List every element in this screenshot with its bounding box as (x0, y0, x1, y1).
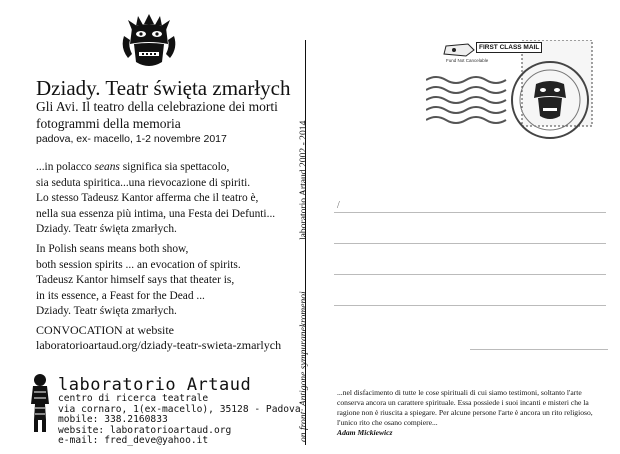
text-line: in its essence, a Feast for the Dead ... (36, 289, 205, 302)
address-line[interactable] (334, 212, 606, 213)
stamp-small-text: Fund Not Cancelable (446, 58, 489, 63)
contact-line[interactable]: website: laboratorioartaud.org (58, 424, 232, 436)
subtitle: Gli Avi. Il teatro della celebrazione dei morti (36, 99, 278, 114)
vertical-front-note: on front: Antigone sympuranekromenoi (298, 291, 309, 442)
text-line: Dziady. Teatr święta zmarłych. (36, 223, 177, 235)
text-line: sia seduta spiritica...una rievocazione di spiriti. (36, 176, 251, 189)
postmark-icon (426, 40, 606, 150)
convocation-link[interactable]: laboratorioartaud.org/dziady-teatr-swieta-zmarlych (36, 338, 282, 352)
quote (337, 388, 607, 438)
stamp-label: FIRST CLASS MAIL (476, 42, 542, 53)
text-line (36, 160, 275, 176)
contact-line: mobile: 338.2160833 (58, 414, 168, 425)
address-line[interactable] (470, 349, 608, 350)
text-line: In Polish seans means both show, (36, 243, 189, 255)
address-line[interactable] (334, 305, 606, 306)
text-line: nella sua essenza più intima, una Festa dei Defunti... (36, 207, 276, 220)
text-line: Lo stesso Tadeusz Kantor afferma che il teatro è, (36, 192, 259, 204)
convocation-label: CONVOCATION at website (36, 323, 174, 337)
contact-line: via cornaro, 1(ex-macello), 35128 - Padova (58, 403, 301, 415)
figure-logo-icon (28, 374, 52, 434)
lab-contact (58, 394, 301, 447)
convocation (36, 323, 281, 353)
text-emphasis: seans (94, 161, 120, 173)
contact-line[interactable]: e-mail: fred_deve@yahoo.it (58, 435, 209, 446)
text-line: Dziady. Teatr święta zmarłych. (36, 305, 177, 317)
text-line: Tadeusz Kantor himself says that theater is, (36, 274, 235, 286)
quote-text: ...nel disfacimento di tutte le cose spirituali di cui siamo testimoni, soltanto l'arte conserva ancora un carattere spirituale. Essa possiede i suoi incanti e misteri che la ragione non è riuscita a spiegare. Per alcune persone l'arte è ancora un rito religioso, l'unico rito che osano compiere... (337, 388, 593, 427)
text-line-suffix: significa sia spettacolo, (119, 161, 230, 173)
address-line[interactable] (334, 274, 606, 275)
subtitle-memory: fotogrammi della memoria (36, 116, 181, 131)
text-line: both session spirits ... an evocation of spirits. (36, 258, 241, 271)
text-english (36, 242, 241, 320)
lab-name: laboratorio Artaud (58, 375, 252, 395)
address-line[interactable] (334, 243, 606, 244)
stamp-icon: / (337, 200, 340, 211)
mask-emblem-icon (118, 14, 180, 70)
text-italian (36, 160, 275, 238)
vertical-credit: laboratorio Artaud 2002 - 2014 (298, 120, 309, 240)
quote-author: Adam Mickiewicz (337, 428, 393, 437)
venue-date: padova, ex- macello, 1-2 novembre 2017 (36, 133, 227, 145)
contact-line: centro di ricerca teatrale (58, 393, 209, 404)
text-line-prefix: ...in polacco (36, 161, 95, 173)
page-title: Dziady. Teatr święta zmarłych (36, 76, 291, 100)
